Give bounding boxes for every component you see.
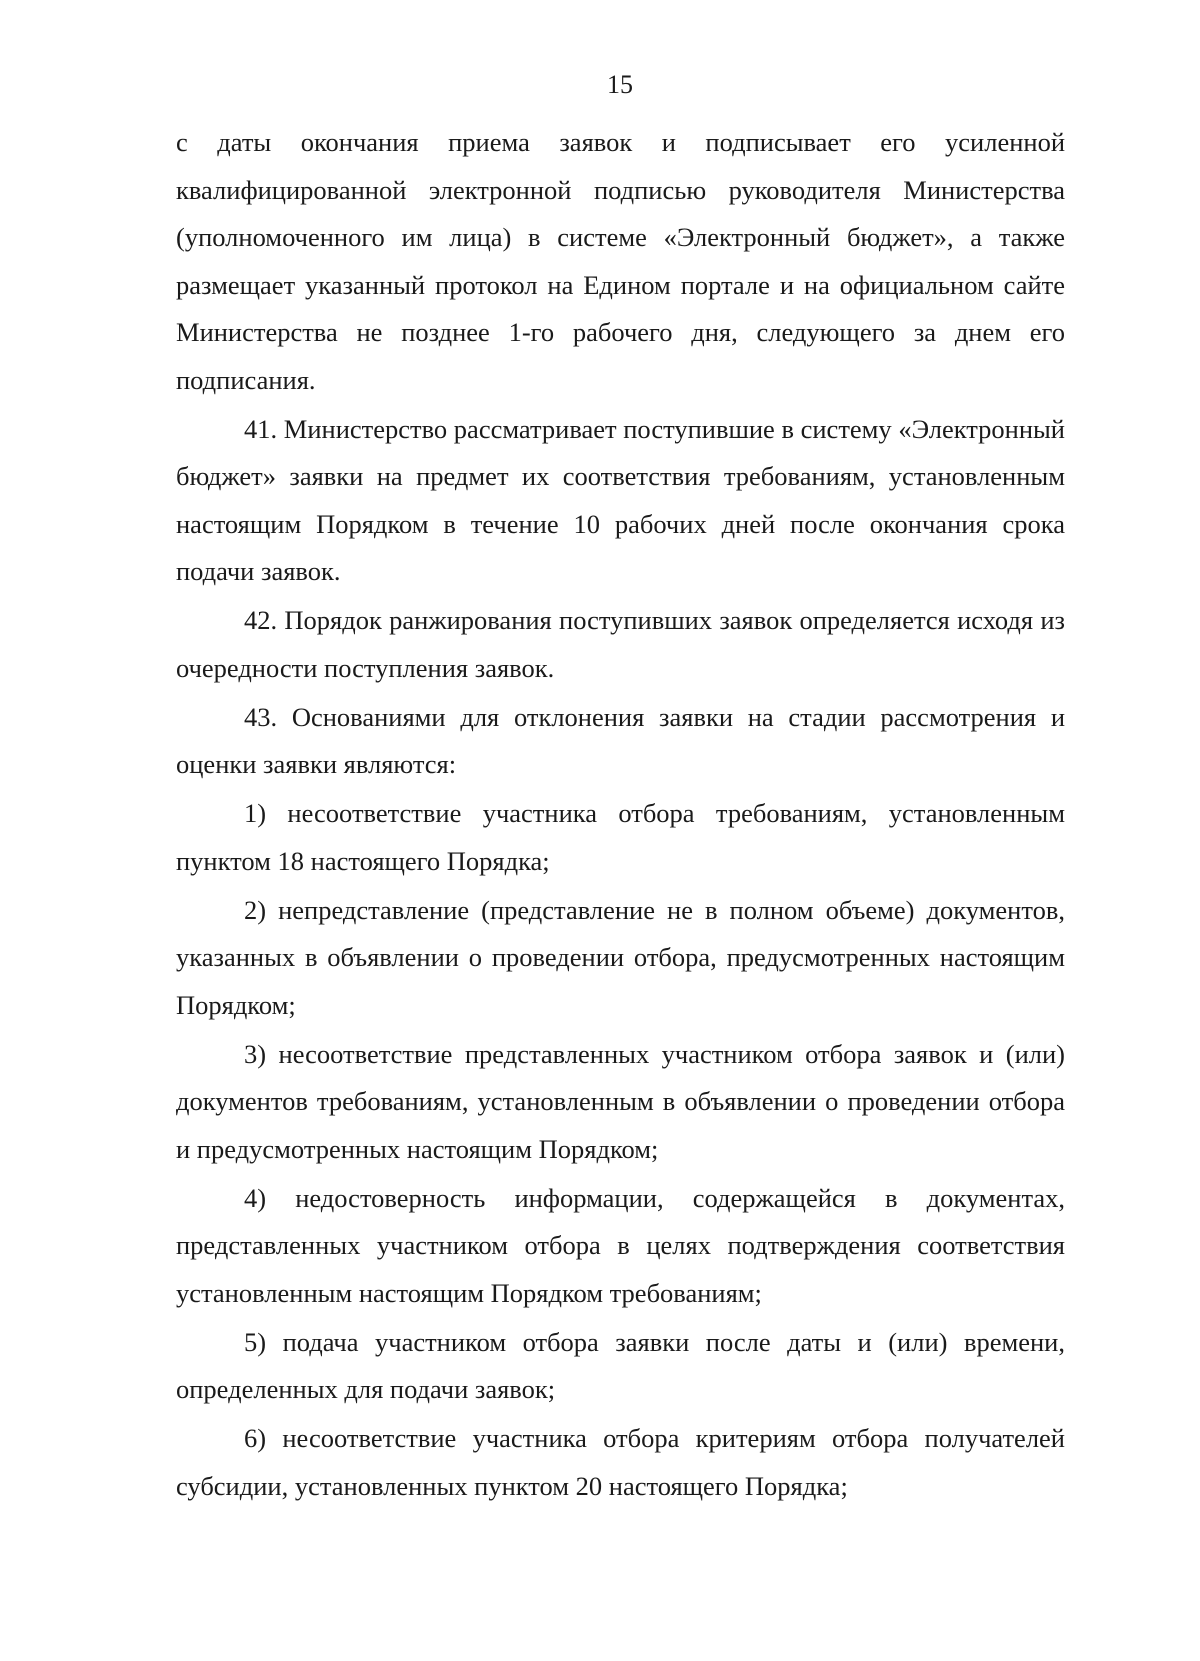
paragraph: 43. Основаниями для отклонения заявки на стадии рассмотрения и оценки заявки являются: (176, 701, 1065, 779)
paragraph: 2) непредставление (представление не в полном объеме) документов, указанных в объявлении о проведении отбора, предусмотренных настоящим Порядком; (176, 894, 1065, 1020)
paragraph: 3) несоответствие представленных участником отбора заявок и (или) документов требованиям, установленным в объявлении о проведении отбора и предусмотренных настоящим Порядком; (176, 1038, 1065, 1164)
page-number: 15 (607, 70, 633, 99)
paragraph: 4) недостоверность информации, содержащейся в документах, представленных участником отбора в целях подтверждения соответствия установленным настоящим Порядком требованиям; (176, 1182, 1065, 1308)
paragraph: 41. Министерство рассматривает поступившие в систему «Электронный бюджет» заявки на предмет их соответствия требованиям, установленным настоящим Порядком в течение 10 рабочих дней после окончания срока подачи заявок. (176, 413, 1065, 586)
paragraph: с даты окончания приема заявок и подписывает его усиленной квалифицированной электронной подписью руководителя Министерства (уполномоченного им лица) в системе «Электронный бюджет», а также размещает указанный протокол на Едином портале и на официальном сайте Министерства не позднее 1-го рабочего дня, следующего за днем его подписания. (176, 127, 1065, 395)
paragraph: 1) несоответствие участника отбора требованиям, установленным пунктом 18 настоящего Порядка; (176, 798, 1065, 876)
paragraph: 42. Порядок ранжирования поступивших заявок определяется исходя из очередности поступления заявок. (176, 605, 1065, 683)
paragraph: 5) подача участником отбора заявки после даты и (или) времени, определенных для подачи заявок; (176, 1326, 1065, 1404)
paragraph: 6) несоответствие участника отбора критериям отбора получателей субсидии, установленных пунктом 20 настоящего Порядка; (176, 1423, 1065, 1501)
document-body (176, 119, 1065, 1510)
